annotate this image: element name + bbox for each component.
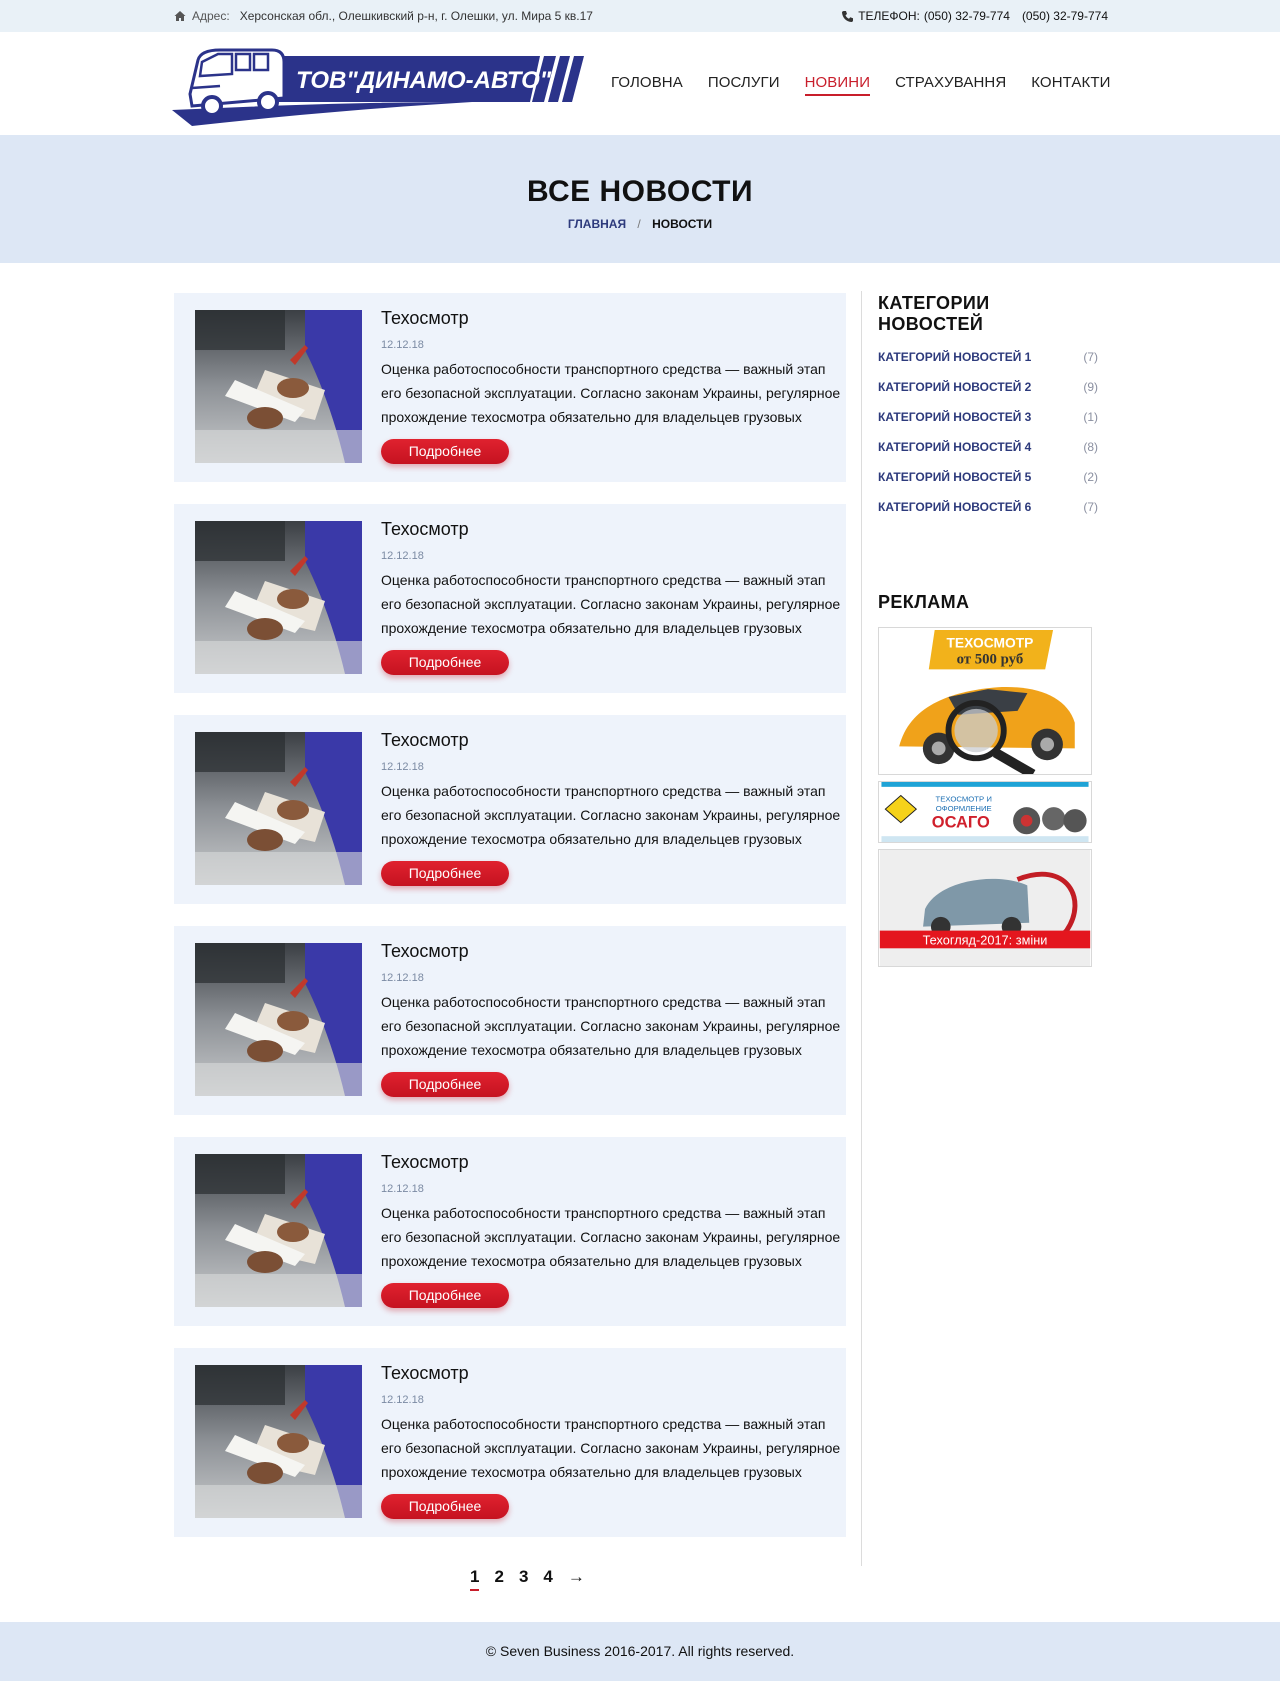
copyright: © Seven Business 2016-2017. All rights reserved. (485, 1643, 795, 1659)
address-text: Херсонская обл., Олешкивский р-н, г. Олешки, ул. Мира 5 кв.17 (239, 9, 593, 23)
nav-item-news[interactable]: НОВИНИ (805, 74, 871, 94)
category-label[interactable]: КАТЕГОРИЙ НОВОСТЕЙ 6 (878, 500, 1032, 514)
news-title[interactable]: Техосмотр (381, 730, 469, 750)
home-icon (174, 10, 186, 22)
breadcrumb-current: НОВОСТИ (652, 217, 713, 231)
category-list (878, 349, 1098, 529)
news-date: 12.12.18 (381, 761, 424, 773)
category-item[interactable] (878, 499, 1098, 529)
news-thumbnail-image (195, 943, 362, 1096)
top-bar (0, 0, 1280, 32)
phone-block (841, 9, 1108, 23)
page-1[interactable]: 1 (470, 1567, 480, 1586)
news-date: 12.12.18 (381, 550, 424, 562)
read-more-button[interactable]: Подробнее (381, 650, 509, 675)
news-card (174, 1137, 846, 1326)
news-body (381, 1152, 841, 1308)
read-more-button[interactable]: Подробнее (381, 1494, 509, 1519)
category-label[interactable]: КАТЕГОРИЙ НОВОСТЕЙ 1 (878, 350, 1032, 364)
ad1-line2: от 500 руб (956, 651, 1024, 668)
news-body (381, 308, 841, 464)
news-excerpt: Оценка работоспособности транспортного средства — важный этап его безопасной эксплуатации. Согласно законам Украины, регулярное прохождение техосмотра обязательно для владельцев грузовых (381, 1205, 841, 1269)
site-header (0, 32, 1280, 135)
news-date: 12.12.18 (381, 1183, 424, 1195)
news-excerpt: Оценка работоспособности транспортного средства — важный этап его безопасной эксплуатации. Согласно законам Украины, регулярное прохождение техосмотра обязательно для владельцев грузовых (381, 361, 841, 425)
read-more-button[interactable]: Подробнее (381, 1072, 509, 1097)
news-thumbnail[interactable] (195, 1365, 362, 1518)
read-more-button[interactable]: Подробнее (381, 1283, 509, 1308)
ad-banner-osago[interactable] (878, 781, 1092, 843)
news-card (174, 293, 846, 482)
news-body (381, 941, 841, 1097)
read-more-button[interactable]: Подробнее (381, 439, 509, 464)
ad2-line1: ТЕХОСМОТР И (935, 794, 992, 804)
ad-banner-inspection-2017[interactable] (878, 849, 1092, 967)
breadcrumb-separator: / (637, 217, 641, 231)
ads-title: РЕКЛАМА (878, 592, 970, 612)
news-card (174, 926, 846, 1115)
breadcrumb (0, 217, 1280, 231)
ad-banner-inspection[interactable] (878, 627, 1092, 775)
pagination (470, 1567, 585, 1587)
address-label: Адрес: (192, 9, 230, 23)
nav-item-contacts[interactable]: КОНТАКТИ (1031, 74, 1111, 91)
news-card (174, 1348, 846, 1537)
news-thumbnail[interactable] (195, 732, 362, 885)
ad2-line3: ОСАГО (931, 813, 990, 832)
category-label[interactable]: КАТЕГОРИЙ НОВОСТЕЙ 2 (878, 380, 1032, 394)
categories-title: КАТЕГОРИИ НОВОСТЕЙ (878, 293, 990, 334)
page-3[interactable]: 3 (518, 1567, 529, 1586)
news-excerpt: Оценка работоспособности транспортного средства — важный этап его безопасной эксплуатации. Согласно законам Украины, регулярное прохождение техосмотра обязательно для владельцев грузовых (381, 1416, 841, 1480)
category-item[interactable] (878, 469, 1098, 499)
news-list (174, 293, 846, 1559)
news-date: 12.12.18 (381, 339, 424, 351)
news-thumbnail-image (195, 1365, 362, 1518)
news-thumbnail-image (195, 1154, 362, 1307)
ad1-line1: ТЕХОСМОТР (946, 634, 1034, 651)
page-4[interactable]: 4 (543, 1567, 553, 1586)
news-thumbnail[interactable] (195, 943, 362, 1096)
read-more-button[interactable]: Подробнее (381, 861, 509, 886)
news-thumbnail-image (195, 732, 362, 885)
column-divider (861, 291, 862, 1566)
news-card (174, 504, 846, 693)
category-item[interactable] (878, 409, 1098, 439)
category-item[interactable] (878, 439, 1098, 469)
page-title: ВСЕ НОВОСТИ (526, 175, 754, 208)
nav-item-insurance[interactable]: СТРАХУВАННЯ (895, 74, 1007, 91)
phone-icon (841, 10, 854, 23)
category-count: (1) (1083, 410, 1098, 424)
address-block (174, 9, 593, 23)
ad3-line1: Техогляд-2017: зміни (922, 932, 1048, 948)
site-footer (0, 1622, 1280, 1681)
category-item[interactable] (878, 349, 1098, 379)
main-content (0, 263, 1280, 1593)
category-count: (7) (1083, 500, 1098, 514)
phone-number-1[interactable]: (050) 32-79-774 (923, 9, 1010, 23)
page-2[interactable]: 2 (494, 1567, 504, 1586)
sidebar (878, 293, 1098, 973)
news-body (381, 519, 841, 675)
main-nav (611, 74, 1111, 94)
news-excerpt: Оценка работоспособности транспортного средства — важный этап его безопасной эксплуатации. Согласно законам Украины, регулярное прохождение техосмотра обязательно для владельцев грузовых (381, 994, 841, 1058)
category-label[interactable]: КАТЕГОРИЙ НОВОСТЕЙ 5 (878, 470, 1032, 484)
nav-item-services[interactable]: ПОСЛУГИ (707, 74, 780, 91)
news-thumbnail-image (195, 521, 362, 674)
news-card (174, 715, 846, 904)
category-count: (8) (1083, 440, 1098, 454)
news-title[interactable]: Техосмотр (381, 1363, 469, 1383)
news-thumbnail[interactable] (195, 310, 362, 463)
news-excerpt: Оценка работоспособности транспортного средства — важный этап его безопасной эксплуатации. Согласно законам Украины, регулярное прохождение техосмотра обязательно для владельцев грузовых (381, 783, 841, 847)
news-thumbnail[interactable] (195, 1154, 362, 1307)
category-label[interactable]: КАТЕГОРИЙ НОВОСТЕЙ 4 (878, 440, 1032, 454)
phone-label: ТЕЛЕФОН: (858, 9, 920, 23)
category-count: (9) (1083, 380, 1098, 394)
news-body (381, 730, 841, 886)
news-thumbnail[interactable] (195, 521, 362, 674)
category-item[interactable] (878, 379, 1098, 409)
phone-number-2[interactable]: (050) 32-79-774 (1021, 9, 1108, 23)
news-thumbnail-image (195, 310, 362, 463)
category-count: (7) (1083, 350, 1098, 364)
news-body (381, 1363, 841, 1519)
news-title[interactable]: Техосмотр (381, 519, 469, 539)
news-excerpt: Оценка работоспособности транспортного средства — важный этап его безопасной эксплуатации. Согласно законам Украины, регулярное прохождение техосмотра обязательно для владельцев грузовых (381, 572, 841, 636)
category-label[interactable]: КАТЕГОРИЙ НОВОСТЕЙ 3 (878, 410, 1032, 424)
news-date: 12.12.18 (381, 972, 424, 984)
news-title[interactable]: Техосмотр (381, 941, 469, 961)
category-count: (2) (1083, 470, 1098, 484)
news-title[interactable]: Техосмотр (381, 308, 469, 328)
breadcrumb-home[interactable]: ГЛАВНАЯ (567, 217, 627, 231)
logo[interactable] (172, 44, 592, 126)
ads-list (878, 627, 1098, 967)
ad2-line2: ОФОРМЛЕНИЕ (935, 804, 992, 814)
next-page-arrow-icon[interactable]: → (567, 1567, 585, 1586)
nav-item-home[interactable]: ГОЛОВНА (611, 74, 683, 91)
news-title[interactable]: Техосмотр (381, 1152, 469, 1172)
logo-text: ТОВ"ДИНАМО-АВТО" (296, 67, 552, 94)
page-hero (0, 135, 1280, 263)
news-date: 12.12.18 (381, 1394, 424, 1406)
